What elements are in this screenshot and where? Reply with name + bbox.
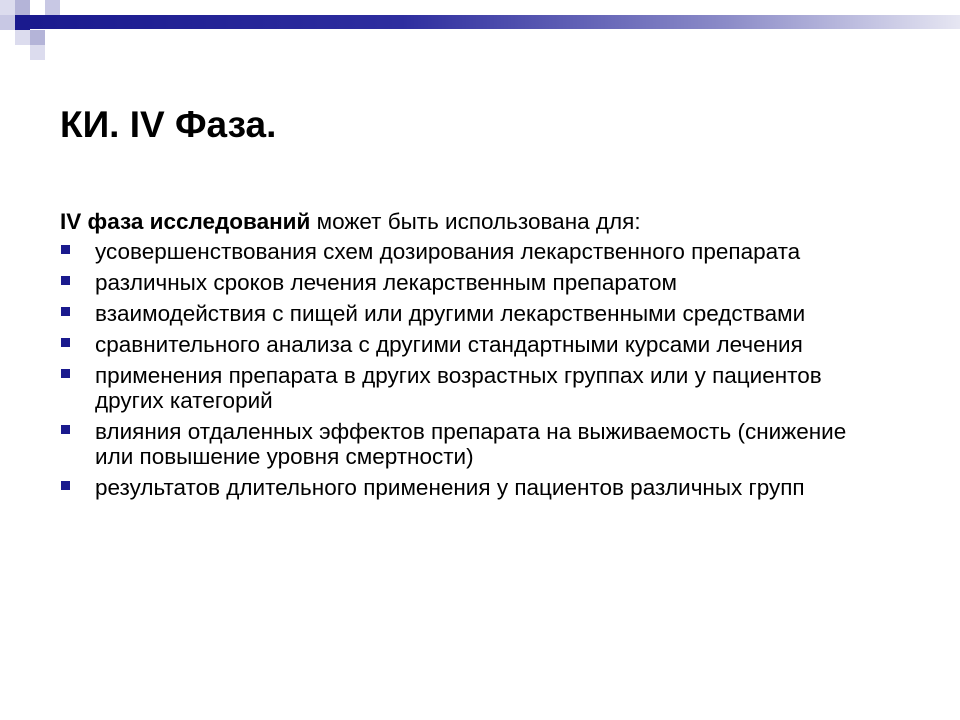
- decor-square: [15, 15, 30, 30]
- list-item: [60, 363, 880, 413]
- list-item: [60, 332, 880, 357]
- header-gradient-band: [30, 15, 960, 29]
- list-item: [60, 239, 880, 264]
- list-item-text: применения препарата в других возрастных группах или у пациентов других категорий: [95, 363, 822, 413]
- intro-text: [60, 209, 880, 235]
- intro-rest-text: может быть использована для:: [310, 209, 641, 234]
- decor-square: [15, 0, 30, 15]
- square-bullet-icon: [61, 307, 70, 316]
- decor-square: [30, 30, 45, 45]
- list-item: [60, 301, 880, 326]
- decor-square: [0, 0, 15, 15]
- square-bullet-icon: [61, 338, 70, 347]
- intro-bold-text: IV фаза исследований: [60, 209, 311, 234]
- decor-square: [0, 15, 15, 30]
- square-bullet-icon: [61, 276, 70, 285]
- list-item: [60, 419, 880, 469]
- decor-square: [45, 0, 60, 15]
- list-item-text: влияния отдаленных эффектов препарата на выживаемость (снижение или повышение уровня смертности): [95, 419, 847, 469]
- square-bullet-icon: [61, 481, 70, 490]
- list-item: [60, 475, 880, 500]
- list-item: [60, 270, 880, 295]
- list-item-text: усовершенствования схем дозирования лекарственного препарата: [95, 239, 801, 264]
- decor-square: [15, 30, 30, 45]
- bullet-list: [60, 239, 880, 500]
- list-item-text: различных сроков лечения лекарственным препаратом: [95, 270, 678, 295]
- decor-square: [0, 30, 15, 45]
- list-item-text: взаимодействия с пищей или другими лекарственными средствами: [95, 301, 806, 326]
- square-bullet-icon: [61, 425, 70, 434]
- list-item-text: сравнительного анализа с другими стандартными курсами лечения: [95, 332, 803, 357]
- decor-square: [30, 45, 45, 60]
- slide-body: [60, 209, 880, 506]
- slide-title: КИ. IV Фаза.: [60, 104, 277, 145]
- square-bullet-icon: [61, 245, 70, 254]
- square-bullet-icon: [61, 369, 70, 378]
- list-item-text: результатов длительного применения у пациентов различных групп: [95, 475, 805, 500]
- decor-square: [30, 0, 45, 15]
